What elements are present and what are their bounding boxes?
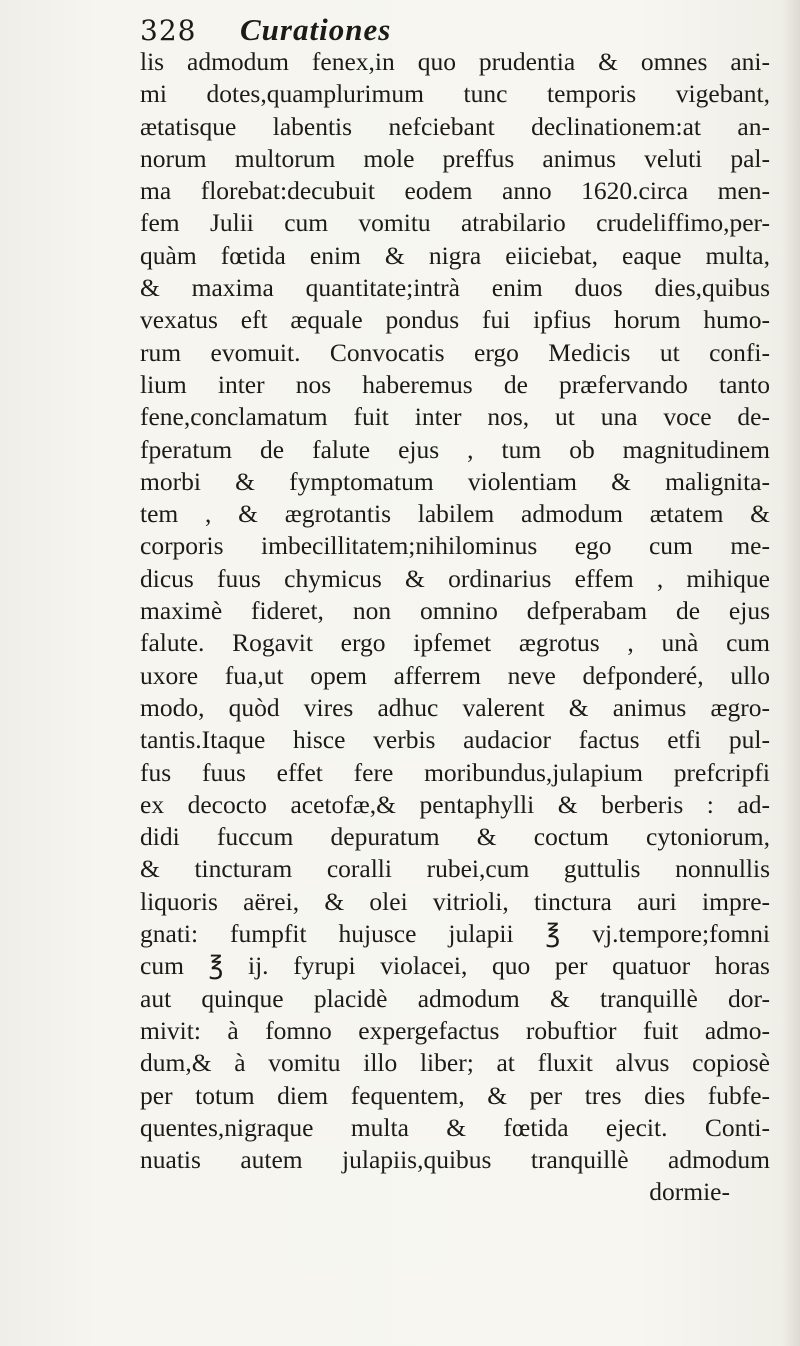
text-line: modo, quòd vires adhuc valerent & animus ægro-	[140, 692, 770, 722]
text-line: & tincturam coralli rubei,cum guttulis nonnullis	[140, 854, 770, 884]
text-line: & maxima quantitate;intrà enim duos dies,quibus	[140, 273, 770, 303]
catchword: dormie-	[649, 1177, 730, 1207]
text-line: fem Julii cum vomitu atrabilario crudeliffimo,per-	[140, 208, 770, 238]
text-line: quàm fœtida enim & nigra eiiciebat, eaque multa,	[140, 240, 770, 270]
text-line: mivit: à fomno expergefactus robuftior fuit admo-	[140, 1015, 770, 1045]
text-line: falute. Rogavit ergo ipfemet ægrotus , unà cum	[140, 628, 770, 658]
running-title: Curationes	[240, 12, 392, 47]
text-line: fperatum de falute ejus , tum ob magnitudinem	[140, 434, 770, 464]
text-line: dum,& à vomitu illo liber; at fluxit alvus copiosè	[140, 1048, 770, 1078]
text-line: cum ℥ ij. fyrupi violacei, quo per quatuor horas	[140, 951, 770, 981]
text-line: mi dotes,quamplurimum tunc temporis vigebant,	[140, 79, 770, 109]
text-line: ma florebat:decubuit eodem anno 1620.circa men-	[140, 176, 770, 206]
text-line: nuatis autem julapiis,quibus tranquillè admodum	[140, 1145, 770, 1175]
text-line: dicus fuus chymicus & ordinarius effem , mihique	[140, 563, 770, 593]
text-line: uxore fua,ut opem afferrem neve defponderé, ullo	[140, 660, 770, 690]
body-text	[140, 46, 770, 1209]
text-line: vexatus eft æquale pondus fui ipfius horum humo-	[140, 305, 770, 335]
text-line: morbi & fymptomatum violentiam & malignita-	[140, 466, 770, 496]
text-line: corporis imbecillitatem;nihilominus ego cum me-	[140, 531, 770, 561]
text-line: gnati: fumpfit hujusce julapii ℥ vj.tempore;fomni	[140, 919, 770, 949]
text-line: rum evomuit. Convocatis ergo Medicis ut confi-	[140, 337, 770, 367]
text-line: aut quinque placidè admodum & tranquillè dor-	[140, 983, 770, 1013]
text-line: didi fuccum depuratum & coctum cytoniorum,	[140, 822, 770, 852]
page-edge-shadow	[782, 0, 800, 1346]
text-line: tantis.Itaque hisce verbis audacior factus etfi pul-	[140, 725, 770, 755]
text-line: per totum diem fequentem, & per tres dies fubfe-	[140, 1080, 770, 1110]
text-line: maximè fideret, non omnino defperabam de ejus	[140, 596, 770, 626]
text-line: lium inter nos haberemus de præfervando tanto	[140, 369, 770, 399]
text-line: tem , & ægrotantis labilem admodum ætatem &	[140, 499, 770, 529]
text-line: ætatisque labentis nefciebant declinationem:at an-	[140, 111, 770, 141]
text-line: fus fuus effet fere moribundus,julapium prefcripfi	[140, 757, 770, 787]
text-line: norum multorum mole preffus animus veluti pal-	[140, 143, 770, 173]
text-line: fene,conclamatum fuit inter nos, ut una voce de-	[140, 402, 770, 432]
text-line: quentes,nigraque multa & fœtida ejecit. Conti-	[140, 1112, 770, 1142]
text-line: ex decocto acetofæ,& pentaphylli & berberis : ad-	[140, 789, 770, 819]
page-number: 328	[140, 14, 197, 47]
text-line: liquoris aërei, & olei vitrioli, tinctura auri impre-	[140, 886, 770, 916]
text-line: lis admodum fenex,in quo prudentia & omnes ani-	[140, 47, 770, 76]
